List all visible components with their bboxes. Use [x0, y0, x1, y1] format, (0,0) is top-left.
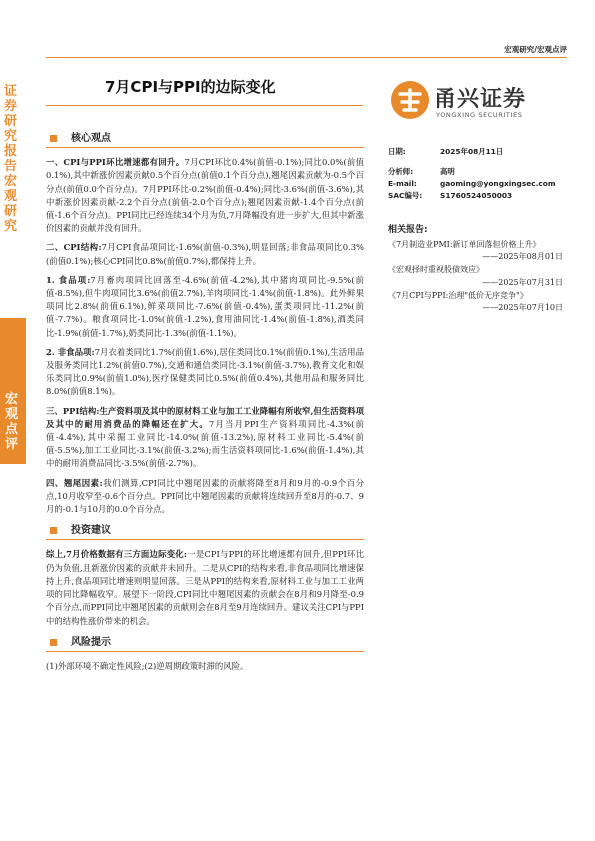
section-marker-icon	[50, 135, 57, 142]
company-logo	[390, 78, 560, 124]
logo-en-text: YONGXING SECURITIES	[436, 111, 523, 119]
paragraph-body: 一是CPI与PPI的环比增速都有回升,但PPI环比仍为负值,且新涨价因素的贡献并未回升。二是从CPI的结构来看,非食品项同比增速保持上升,食品项同比增速则明显回落。三是从PPI的结构来看,原材料工业与加工工业两项的同比降幅收窄。展望下一阶段,CPI同比中翘尾因素的贡献会在8月和9月降至-0.9个百分点,而PPI同比中翘尾因素的贡献则会在8月至9月连续回升。建议关注CPI与PPI中的结构性涨价带来的机会。	[46, 549, 364, 626]
header-divider	[46, 57, 567, 58]
header-category: 宏观研究/宏观点评	[504, 45, 567, 54]
paragraph-lead: 2. 非食品项:	[46, 346, 95, 357]
logo-cn-text: 甬兴证券	[434, 87, 527, 112]
paragraph	[46, 274, 364, 340]
paragraph-lead: 综上,7月价格数据有三方面边际变化:	[46, 549, 187, 560]
title-divider	[46, 105, 363, 106]
paragraph-body: 7月CPI食品项同比-1.6%(前值-0.3%),明显回落;非食品项同比0.3%(前值0.1%);核心CPI同比0.8%(前值0.7%),都保持上升。	[46, 242, 364, 266]
main-content	[46, 132, 364, 679]
section-marker-icon	[50, 639, 57, 646]
related-report-name[interactable]: 《宏观择时重视股债效应》	[388, 265, 484, 275]
section-divider	[46, 651, 364, 652]
paragraph	[46, 548, 364, 627]
logo-mark-icon	[390, 80, 430, 120]
meta-date-row	[388, 146, 563, 158]
report-meta	[388, 146, 563, 202]
paragraph	[46, 405, 364, 471]
paragraph: (1)外部环境不确定性风险;(2)逆周期政策时滞的风险。	[46, 660, 249, 671]
paragraph-body: 7月CPI环比0.4%(前值-0.1%);同比0.0%(前值0.1%),其中新涨价因素贡献0.5个百分点(前值0.1个百分点),翘尾因素贡献为-0.5个百分点(前值0.0个百分点)。7月PPI环比-0.2%(前值-0.4%);同比-3.6%(前值-3.6%),其中新涨价因素贡献-2.2个百分点(前值-2.0个百分点);翘尾因素贡献-1.4个百分点(前值-1.6个百分点)。PPI同比已经连续34个月为负,7月降幅没有进一步扩大,但其中新涨价因素的贡献并没有回升。	[46, 157, 364, 234]
meta-email-row	[388, 178, 563, 190]
sidebar-category-bar	[0, 318, 26, 464]
paragraph-lead: 四、翘尾因素:	[46, 477, 103, 488]
section-risk-title: 风险提示	[71, 636, 111, 648]
related-report-date: ——2025年07月31日	[482, 277, 563, 287]
meta-sac-label: SAC编号:	[388, 191, 423, 200]
related-report-name[interactable]: 《7月CPI与PPI:治理"低价无序竞争"》	[388, 290, 528, 300]
paragraph-lead: 三、PPI结构:生产资料项及其中的原材料工业与加工工业降幅有所收窄,但生活资料项及其中的耐用消费品的降幅还在扩大。	[46, 405, 364, 429]
paragraph-body: 7月当月PPI生产资料项同比-4.3%(前值-4.4%),其中采掘工业同比-14.0%(前值-13.2%),原材料工业同比-5.4%(前值-5.5%),加工工业同比-3.1%(前值-3.2%);而生活资料项同比-1.6%(前值-1.4%),其中的耐用消费品同比-3.5%(前值-2.7%)。	[46, 418, 365, 469]
page-title: 7月CPI与PPI的边际变化	[105, 78, 276, 96]
section-invest-title: 投资建议	[71, 525, 111, 537]
paragraph-lead: 一、CPI与PPI环比增速都有回升。	[46, 157, 185, 168]
meta-analyst-value: 高明	[440, 167, 455, 176]
paragraph	[46, 477, 364, 517]
paragraph-lead: 二、CPI结构:	[46, 242, 102, 253]
paragraph-lead: 1. 食品项:	[46, 274, 91, 285]
related-report-date: ——2025年07月10日	[482, 303, 563, 313]
meta-email-label: E-mail:	[388, 179, 417, 188]
related-report-name[interactable]: 《7月制造业PMI:新订单回落但价格上升》	[388, 240, 541, 249]
sidebar-bar-text: 宏观点评	[5, 392, 19, 452]
related-report-date: ——2025年08月01日	[482, 252, 563, 262]
meta-analyst-label: 分析师:	[388, 167, 414, 176]
section-divider	[46, 539, 364, 540]
related-reports	[388, 224, 563, 315]
sidebar-top-text: 证券研究报告宏观研究	[4, 84, 18, 234]
section-invest-header	[46, 524, 364, 537]
related-title: 相关报告:	[388, 225, 428, 235]
paragraph-body: 7月畜肉项同比回落至-4.6%(前值-4.2%),其中猪肉项同比-9.5%(前值-8.5%),但牛肉项同比3.6%(前值2.7%),羊肉项同比-1.4%(前值-1.8%)。此外鲜果项同比2.8%(前值6.1%),鲜菜项同比-7.6%(前值-0.4%),蛋类项同比-11.2%(前值-7.7%)。粮食项同比-1.0%(前值-1.2%),食用油同比-1.4%(前值-1.8%),酒类同比-1.9%(前值-1.7%),奶类同比-1.3%(前值-1.1%)。	[46, 274, 364, 338]
paragraph	[46, 156, 364, 235]
paragraph	[46, 241, 364, 267]
meta-analyst-row	[388, 166, 563, 178]
meta-date-label: 日期:	[388, 147, 406, 156]
section-marker-icon	[50, 527, 57, 534]
section-divider	[46, 147, 364, 148]
meta-email-value[interactable]: gaoming@yongxingsec.com	[440, 179, 556, 188]
section-core-header	[46, 132, 364, 145]
meta-sac-row	[388, 190, 563, 202]
paragraph-body: 7月衣着类同比1.7%(前值1.6%),居住类同比0.1%(前值0.1%),生活用品及服务类同比1.2%(前值0.7%),交通和通信类同比-3.1%(前值-3.7%),教育文化和娱乐类同比0.9%(前值1.0%),医疗保健类同比0.5%(前值0.4%),其他用品和服务同比8.0%(前值8.1%)。	[46, 346, 364, 397]
section-risk-header	[46, 636, 364, 649]
section-core-title: 核心观点	[71, 133, 111, 144]
meta-sac-value: S1760524050003	[440, 191, 513, 200]
paragraph-body: 我们测算,CPI同比中翘尾因素的贡献将降至8月和9月的-0.9个百分点,10月收窄至-0.6个百分点。PPI同比中翘尾因素的贡献将连续回升至8月的-0.7、9月的-0.1与10月的0.0个百分点。	[46, 477, 364, 515]
meta-date-value: 2025年08月11日	[440, 147, 504, 156]
sidebar-report-type	[0, 70, 24, 234]
paragraph	[46, 346, 364, 399]
